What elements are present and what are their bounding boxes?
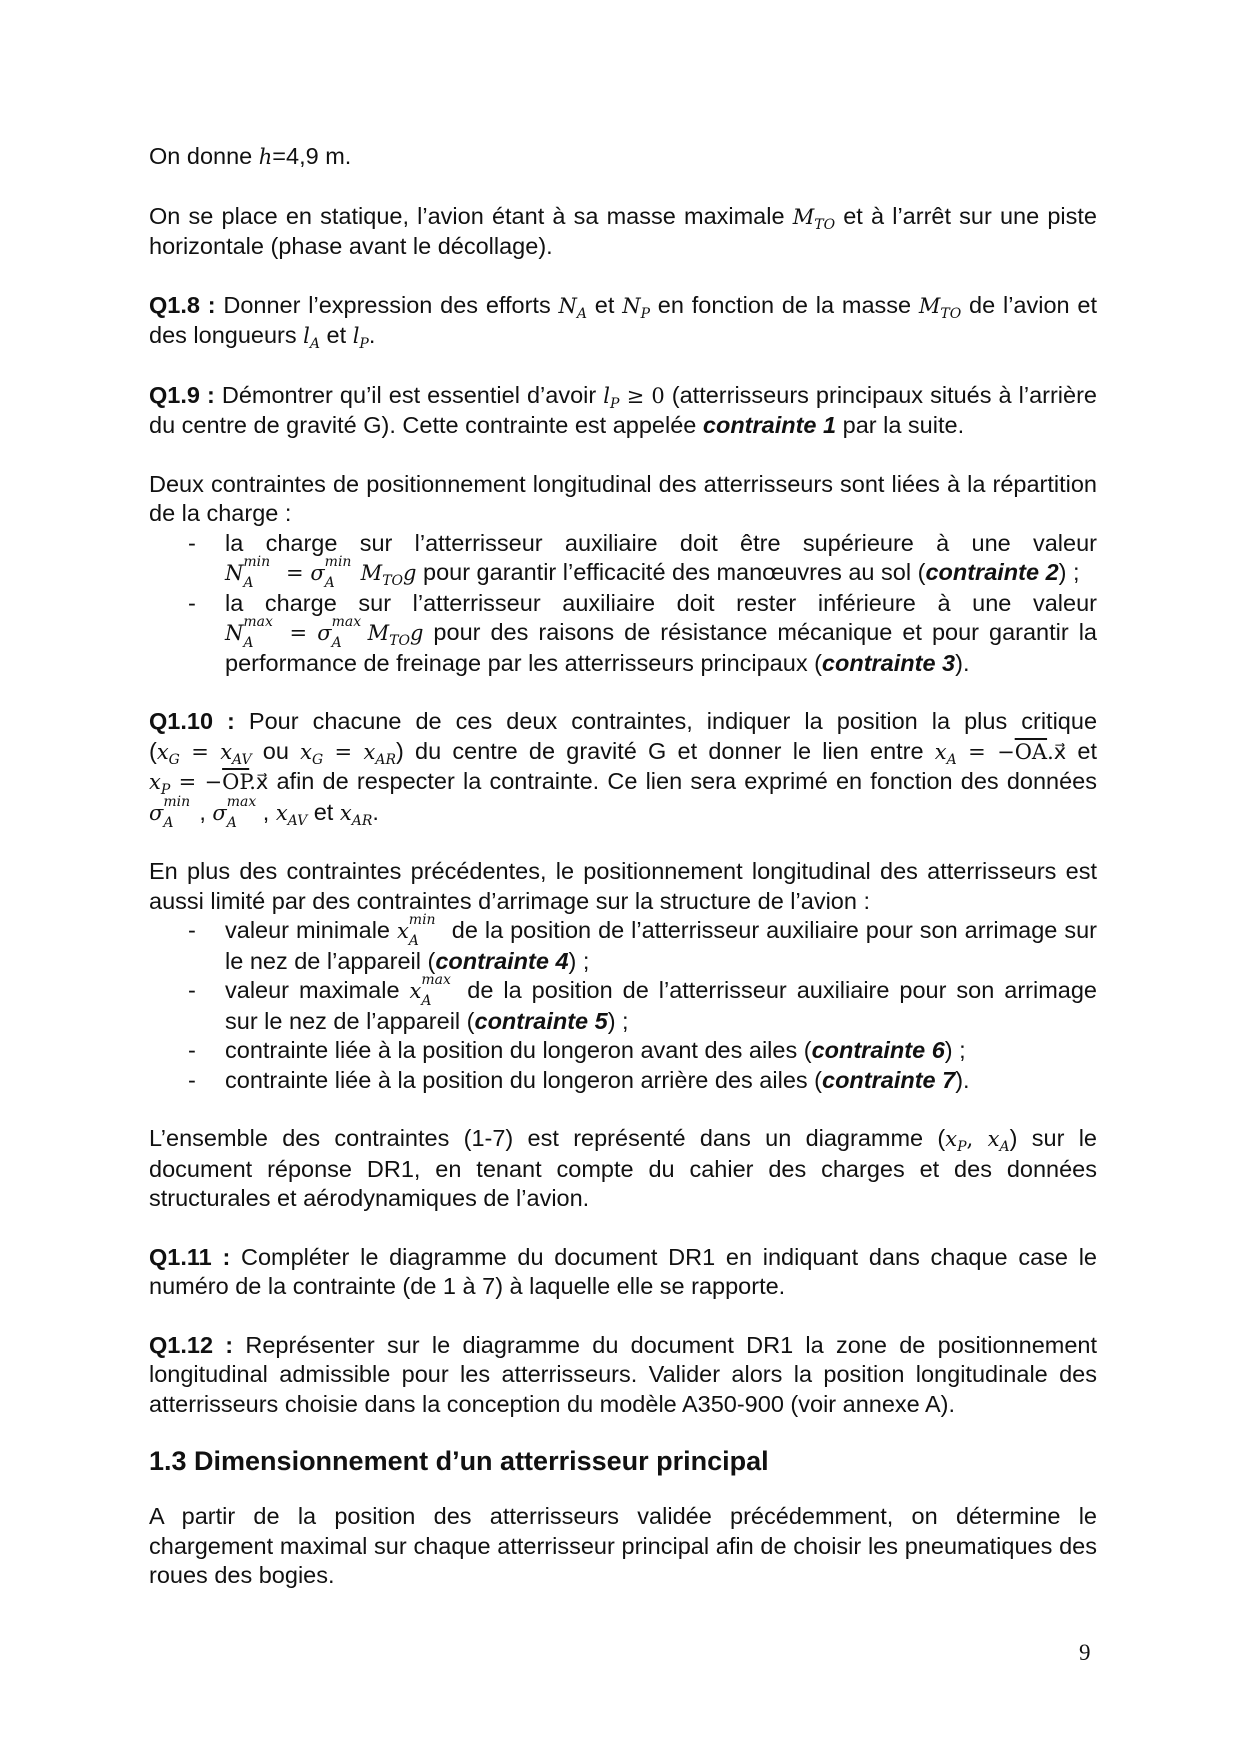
math-x-A-min: x min A	[396, 912, 436, 949]
math-x-A-max: x max A	[409, 972, 451, 1009]
math-xG-eq-xAV: $x_G = x_{AV}$	[156, 739, 252, 768]
question-label: Q1.12 :	[149, 1331, 234, 1358]
list-item: - la charge sur l’atterrisseur auxiliaire doit rester inférieure à une valeur N max A = σ max A $M_{TO}g$ pour des raisons de résistance mécanique et pour garantir la performance de freinage par les atterrisseurs principaux (contrainte 3).	[225, 589, 1097, 679]
section-heading: 1.3 Dimensionnement d’un atterrisseur principal	[149, 1446, 769, 1476]
paragraph-load-constraints: Deux contraintes de positionnement longitudinal des atterrisseurs sont liées à la répartition de la charge :	[149, 470, 1097, 526]
paragraph-static	[149, 202, 1097, 262]
list-item: - la charge sur l’atterrisseur auxiliaire doit être supérieure à une valeur N min A = σ min A $M_{TO}g$ pour garantir l’efficacité des manœuvres au sol (contrainte 2) ;	[225, 529, 1097, 589]
math-N-P: $N_P$	[622, 293, 650, 322]
math-l-P: $l_P$	[352, 324, 369, 352]
question-label: Q1.11 :	[149, 1243, 231, 1270]
math-N-A: $N_A$	[558, 293, 587, 322]
list-item: - valeur maximale x max A de la position de l’atterrisseur auxiliaire pour son arrimage sur le nez de l’appareil (contrainte 5) ;	[225, 976, 1097, 1036]
paragraph-mounting-constraints: En plus des contraintes précédentes, le positionnement longitudinal des atterrisseurs est aussi limité par des contraintes d’arrimage sur la structure de l’avion :	[149, 858, 1097, 914]
math-M-TO: $M_{TO}$	[792, 204, 836, 233]
text: On donne	[149, 143, 259, 169]
math-l-A: $l_A$	[303, 324, 321, 352]
math-N-A-max: N max A = σ max A $M_{TO}g$	[225, 614, 424, 651]
math-l-P-geq-0: $l_P \ge 0$	[603, 383, 665, 412]
math-x-AR: $x_{AR}$	[339, 800, 373, 829]
paragraph-diagram: L’ensemble des contraintes (1-7) est représenté dans un diagramme ($x_P$, $x_A$) sur le document réponse DR1, en tenant compte du cahier des charges et des données structurales et aérodynamiques de l’avion.	[149, 1125, 1097, 1211]
math-h: h	[258, 145, 273, 169]
constraint-label: contrainte 6	[811, 1037, 945, 1063]
paragraph-height	[149, 142, 1097, 173]
math-M-TO: $M_{TO}$	[918, 293, 962, 322]
constraint-label: contrainte 4	[435, 947, 569, 974]
constraint-label: contrainte 3	[821, 649, 956, 676]
text: et à l’arrêt sur une piste horizontale (phase avant le décollage).	[149, 202, 1097, 259]
constraint-label: contrainte 7	[822, 1066, 956, 1093]
text: On se place en statique, l’avion étant à sa masse maximale	[149, 202, 793, 229]
question-label: Q1.9 :	[149, 381, 215, 408]
question-q1-9: Q1.9 : Démontrer qu’il est essentiel d’avoir $l_P \ge 0$ (atterrisseurs principaux situés à l’arrière du centre de gravité G). Cette contrainte est appelée contrainte 1 par la suite.	[149, 381, 1097, 438]
mounting-constraint-list	[149, 912, 1097, 1095]
math-xP-xA: $x_P$, $x_A$	[945, 1127, 1010, 1155]
math-sigma-A-min: σ min A	[149, 793, 191, 831]
paragraph-sizing: A partir de la position des atterrisseurs validée précédemment, on détermine le chargement maximal sur chaque atterrisseur principal afin de choisir les pneumatiques des roues des bogies.	[149, 1503, 1097, 1588]
math-xP-def: $x_P$ = $-\overline{OP}.x⃗$	[149, 770, 269, 798]
question-label: Q1.8 :	[149, 291, 216, 318]
math-xG-eq-xAR: $x_G = x_{AR}$	[300, 739, 396, 768]
constraint-label: contrainte 5	[474, 1007, 608, 1034]
page-number: 9	[1079, 1640, 1091, 1665]
math-x-AV: $x_{AV}$	[275, 800, 308, 829]
load-constraint-list	[149, 529, 1097, 679]
list-item: - contrainte liée à la position du longeron arrière des ailes (contrainte 7).	[225, 1066, 1097, 1096]
document-page	[149, 142, 1097, 1591]
list-item: - valeur minimale x min A de la position de l’atterrisseur auxiliaire pour son arrimage sur le nez de l’appareil (contrainte 4) ;	[225, 916, 1097, 976]
math-xA-def: $x_A$ = $-\overline{OA}.x⃗$	[934, 739, 1067, 768]
math-sigma-A-max: σ max A	[212, 793, 257, 831]
question-q1-10: Q1.10 : Pour chacune de ces deux contraintes, indiquer la position la plus critique ($x_G = x_{AV}$ ou $x_G = x_{AR}$) du centre de gravité G et donner le lien entre $x_A$ = $-\overline{OA}.x⃗$ et $x_P$ = $-\overline{OP}.x⃗$ afin de respecter la contrainte. Ce lien sera exprimé en fonction des données σ min A , σ max A , $x_{AV}$ et $x_{AR}$.	[149, 708, 1098, 831]
question-label: Q1.10 :	[149, 708, 235, 734]
constraint-label: contrainte 1	[702, 412, 837, 438]
math-N-A-min: N min A = σ min A $M_{TO}g$	[225, 554, 417, 591]
question-q1-8: Q1.8 : Donner l’expression des efforts $N_A$ et $N_P$ en fonction de la masse $M_{TO}$ de l’avion et des longueurs $l_A$ et $l_P$.	[149, 291, 1097, 352]
text: =4,9 m.	[272, 143, 352, 169]
list-item: - contrainte liée à la position du longeron avant des ailes (contrainte 6) ;	[225, 1036, 1097, 1066]
question-q1-11: Q1.11 : Compléter le diagramme du document DR1 en indiquant dans chaque case le numéro de la contrainte (de 1 à 7) à laquelle elle se rapporte.	[149, 1243, 1097, 1299]
question-q1-12: Q1.12 : Représenter sur le diagramme du document DR1 la zone de positionnement longitudinal admissible pour les atterrisseurs. Valider alors la position longitudinale des atterrisseurs choisie dans la conception du modèle A350-900 (voir annexe A).	[149, 1331, 1098, 1417]
constraint-label: contrainte 2	[925, 559, 1059, 585]
